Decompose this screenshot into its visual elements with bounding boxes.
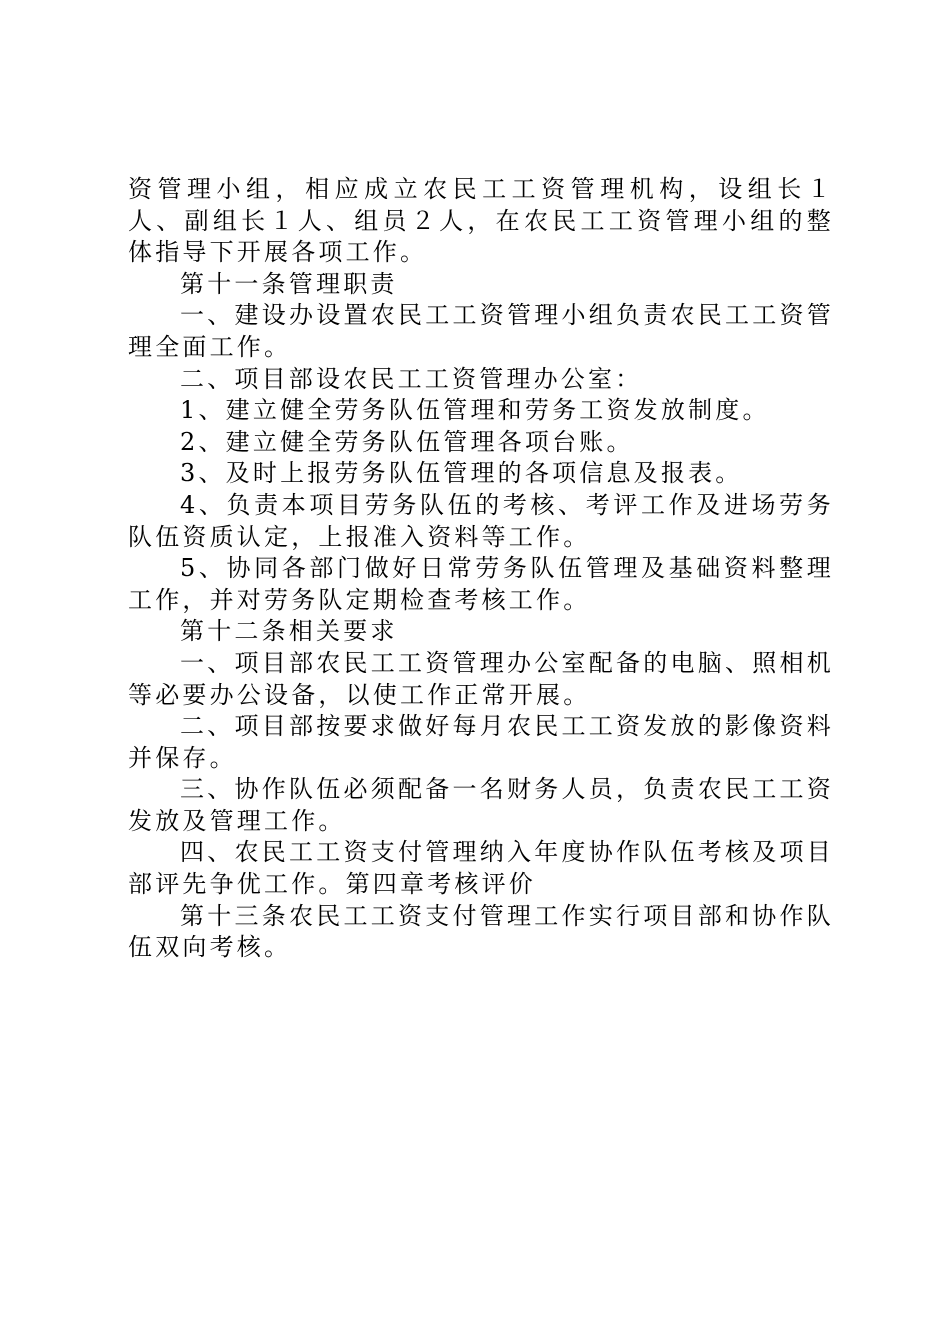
requirement-item-1: 一、项目部农民工工资管理办公室配备的电脑、照相机等必要办公设备，以使工作正常开展。: [128, 648, 834, 709]
article-12-heading: 第十二条相关要求: [180, 617, 398, 646]
duty-subitem-3: 3、及时上报劳务队伍管理的各项信息及报表。: [180, 459, 743, 488]
duty-item-2: 二、项目部设农民工工资管理办公室：: [180, 364, 643, 393]
article-11-heading: 第十一条管理职责: [180, 269, 398, 298]
duty-subitem-4: 4、负责本项目劳务队伍的考核、考评工作及进场劳务队伍资质认定，上报准入资料等工作。: [128, 490, 834, 551]
duty-subitem-2: 2、建立健全劳务队伍管理各项台账。: [180, 427, 634, 456]
requirement-item-2: 二、项目部按要求做好每月农民工工资发放的影像资料并保存。: [128, 712, 834, 772]
duty-subitem-1: 1、建立健全劳务队伍管理和劳务工资发放制度。: [180, 396, 770, 425]
requirement-item-4: 四、农民工工资支付管理纳入年度协作队伍考核及项目部评先争优工作。第四章考核评价: [128, 838, 834, 899]
duty-item-1: 一、建设办设置农民工工资管理小组负责农民工工资管理全面工作。: [128, 301, 834, 361]
requirement-item-3: 三、协作队伍必须配备一名财务人员，负责农民工工资发放及管理工作。: [128, 775, 834, 835]
article-13: 第十三条农民工工资支付管理工作实行项目部和协作队伍双向考核。: [128, 901, 834, 962]
duty-subitem-5: 5、协同各部门做好日常劳务队伍管理及基础资料整理工作，并对劳务队定期检查考核工作。: [128, 554, 834, 614]
document-body: [128, 174, 834, 964]
paragraph-continuation: 资管理小组，相应成立农民工工资管理机构，设组长１人、副组长１人、组员２人，在农民工工资管理小组的整体指导下开展各项工作。: [128, 175, 834, 267]
